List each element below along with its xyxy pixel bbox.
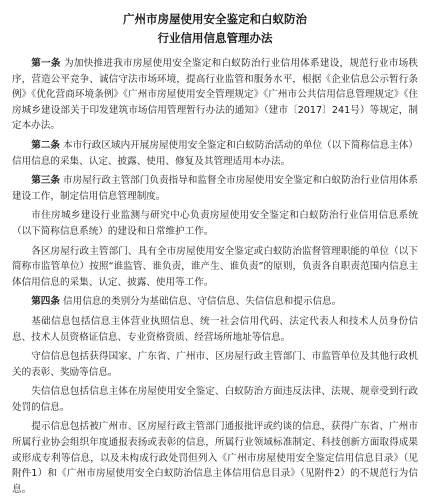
document-body (12, 56, 418, 497)
paragraph (12, 244, 418, 291)
paragraph-text: 各区房屋行政主管部门、具有全市房屋使用安全鉴定或白蚁防治监督管理职能的单位（以下简称市监管单位）按照“谁监管、谁负责，谁产生、谁负责”的原则，负责各自职责范围内信息主体信用信息的采集、认定、披露、使用等工作。 (12, 245, 418, 288)
paragraph-article-1 (12, 56, 418, 134)
paragraph-text: 守信信息包括获得国家、广东省、广州市、区房屋行政主管部门、市监管单位及其他行政机关的表彰、奖励等信息。 (12, 351, 418, 378)
paragraph (12, 208, 418, 239)
paragraph-text: 提示信息包括被广州市、区房屋行政主管部门通报批评或约谈的信息，获得广东省、广州市所属行业协会组织年度通报表扬或表彰的信息，所属行业领域标准制定、科技创新方面取得成果或形成专利等信息，以及未构成行政处罚但列入《广州市房屋使用安全鉴定信用信息目录》（见附件1）和《广州市房屋使用安全白蚁防治信息主体信用信息目录》（见附件2）的不规范行为信息。 (12, 421, 418, 495)
document-title-line-2: 行业信用信息管理办法 (157, 31, 273, 45)
article-number: 第四条 (31, 296, 60, 308)
paragraph-article-4 (12, 294, 418, 310)
paragraph-text: 为加快推进我市房屋使用安全鉴定和白蚁防治行业信用体系建设，规范行业市场秩序，营造公平竞争、诚信守法市场环境，提高行业监管和服务水平，根据《企业信息公示暂行条例》《优化营商环境条例》《广州市房屋使用安全管理规定》《广州市公共信用信息管理规定》《住房城乡建设部关于印发建筑市场信用管理暂行办法的通知》（建市〔2017〕241号）等规定，制定本办法。 (12, 58, 418, 132)
paragraph (12, 349, 418, 380)
paragraph (12, 314, 418, 345)
article-number: 第一条 (31, 58, 61, 69)
paragraph-article-3 (12, 173, 418, 204)
paragraph-text: 基础信息包括信息主体营业执照信息、统一社会信用代码、法定代表人和技术人员身份信息、技术人员资格证信息、专业资格资质、经营场所地址等信息。 (12, 315, 418, 343)
paragraph-text: 市房屋行政主管部门负责指导和监督全市房屋使用安全鉴定和白蚁防治行业信用体系建设工作，制定信用信息管理制度。 (12, 175, 418, 202)
paragraph (12, 419, 418, 497)
paragraph-article-2 (12, 138, 418, 169)
paragraph-text: 信用信息的类别分为基础信息、守信信息、失信信息和提示信息。 (63, 296, 342, 308)
paragraph-text: 市住房城乡建设行业监测与研究中心负责房屋使用安全鉴定和白蚁防治行业信用信息系统（以下简称信息系统）的建设和日常维护工作。 (12, 210, 418, 237)
paragraph-text: 失信信息包括信息主体在房屋使用安全鉴定、白蚁防治方面违反法律、法规、规章受到行政处罚的信息。 (12, 386, 418, 413)
paragraph-text: 本市行政区域内开展房屋使用安全鉴定和白蚁防治活动的单位（以下简称信息主体）信用信息的采集、认定、披露、使用、修复及其管理适用本办法。 (12, 139, 418, 167)
paragraph (12, 384, 418, 415)
document-title-line-1: 广州市房屋使用安全鉴定和白蚁防治 (123, 12, 307, 26)
article-number: 第三条 (31, 175, 60, 187)
article-number: 第二条 (31, 139, 60, 151)
